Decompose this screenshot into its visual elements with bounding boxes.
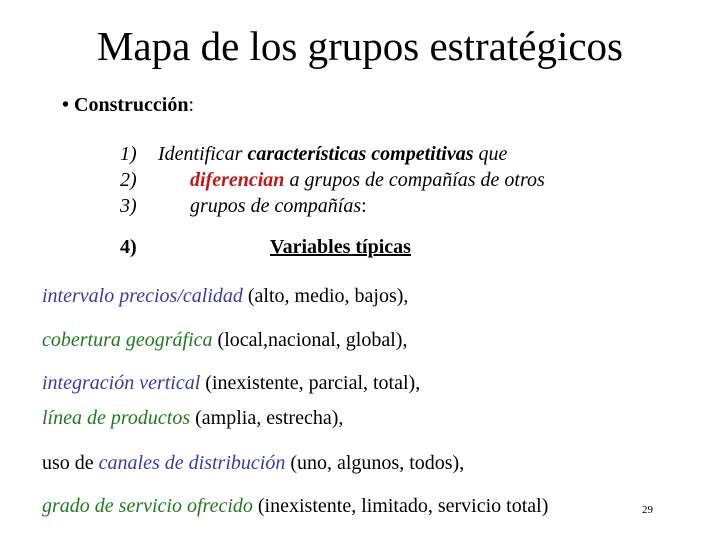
- variable-item: [42, 327, 407, 353]
- step-line-1-emph: características competitivas: [247, 143, 474, 165]
- variable-detail: (local,nacional, global),: [212, 329, 408, 351]
- bullet-label: Construcción: [74, 94, 189, 116]
- step-line-3-suffix: :: [361, 195, 367, 217]
- variable-term: línea de productos: [42, 407, 191, 429]
- bullet-marker: •: [62, 94, 70, 116]
- step-line-3-text: grupos de compañías: [190, 195, 362, 217]
- step-line-2-emph: diferencian: [190, 169, 285, 191]
- step-line-1-prefix: Identificar: [158, 143, 248, 165]
- variable-prefix: uso de: [42, 452, 99, 474]
- variable-item: [42, 283, 408, 309]
- step-number-2: 2): [120, 169, 137, 191]
- step-line-2-suffix: a grupos de compañías de otros: [284, 169, 545, 191]
- variable-detail: (uno, algunos, todos),: [285, 452, 465, 474]
- step-number-3: 3): [120, 195, 137, 217]
- step-line-3: [190, 193, 367, 219]
- step-line-1-suffix: que: [473, 143, 508, 165]
- variable-detail: (amplia, estrecha),: [190, 407, 344, 429]
- step-number-1: 1): [120, 143, 137, 165]
- variable-item: [42, 450, 464, 476]
- variable-detail: (inexistente, parcial, total),: [200, 372, 421, 394]
- variable-term: integración vertical: [42, 372, 201, 394]
- variable-term: intervalo precios/calidad: [42, 285, 243, 307]
- variable-term: cobertura geográfica: [42, 329, 213, 351]
- variable-item: [42, 405, 343, 431]
- variable-term: canales de distribución: [98, 452, 286, 474]
- step-line-2: [190, 167, 545, 193]
- step-line-1: [158, 141, 507, 167]
- variable-term: grado de servicio ofrecido: [42, 495, 253, 517]
- variable-item: [42, 370, 420, 396]
- variable-detail: (alto, medio, bajos),: [242, 285, 409, 307]
- step-number-4: 4): [120, 236, 137, 258]
- bullet-construccion: [62, 92, 194, 118]
- slide-title: Mapa de los grupos estratégicos: [96, 23, 624, 69]
- variable-item: [42, 493, 548, 519]
- variable-detail: (inexistente, limitado, servicio total): [252, 495, 549, 517]
- page-number: 29: [642, 504, 653, 516]
- bullet-suffix: :: [188, 94, 195, 116]
- variables-heading: Variables típicas: [270, 236, 411, 258]
